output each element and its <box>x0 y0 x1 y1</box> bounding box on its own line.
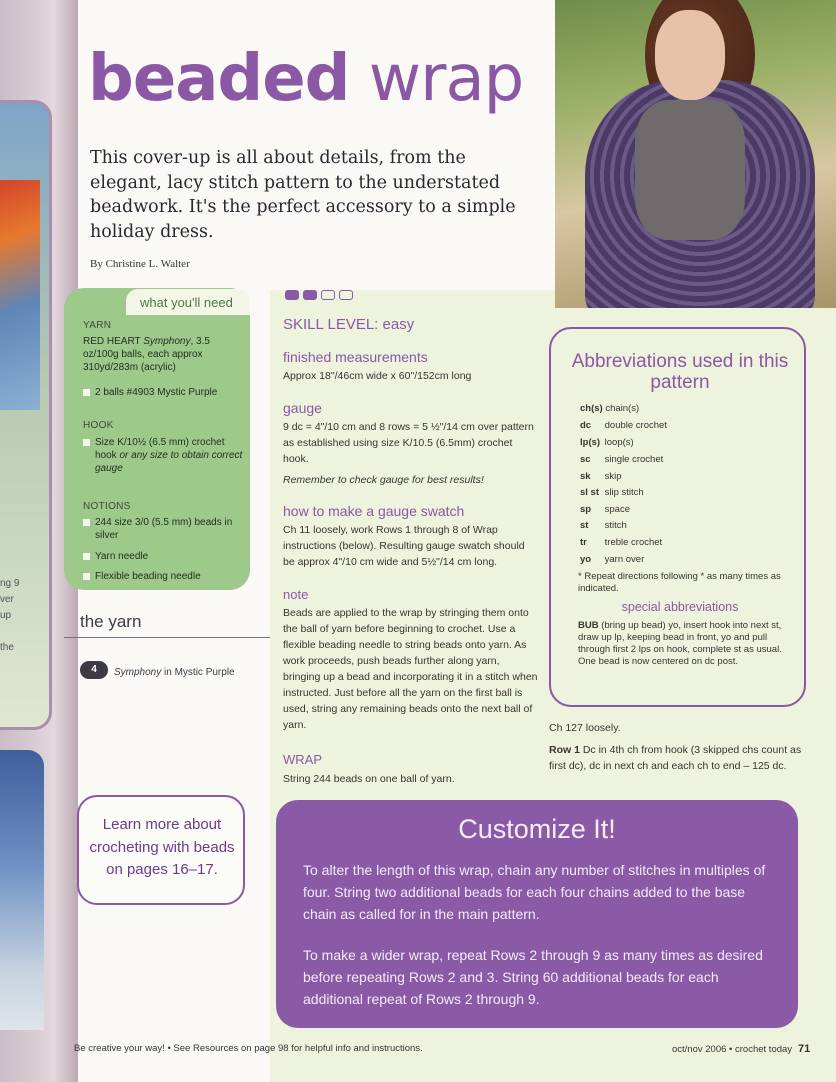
wrap-heading: WRAP <box>283 752 322 767</box>
notions-item: Yarn needle <box>95 551 149 562</box>
photo-top <box>635 100 745 240</box>
yarn-name: Symphony in Mystic Purple <box>114 667 235 678</box>
special-abbreviation-text: BUB (bring up bead) yo, insert hook into next st, draw up lp, keeping bead in front, yo and pull through first 2 lps on hook, complete st as usual. One bead is now centered on dc post. <box>578 620 782 667</box>
yarn-divider <box>64 637 270 638</box>
swatch-text: Ch 11 loosely, work Rows 1 through 8 of Wrap instructions (below). Resulting gauge swatch should be approx 4"/10 cm wide and 5½"/14 cm long. <box>283 524 525 568</box>
notions-item: Flexible beading needle <box>95 571 201 582</box>
skill-level-filled-icon <box>285 290 299 300</box>
skill-level-empty-icon <box>339 290 353 300</box>
notions-item: 244 size 3/0 (5.5 mm) beads in silver <box>95 517 233 541</box>
abbreviation-row: yo yarn over <box>580 554 645 565</box>
checkbox-icon <box>83 439 90 446</box>
customize-paragraph: To alter the length of this wrap, chain any number of stitches in multiples of four. String two additional beads for each four chains added to the base chain as called for in the main pattern. <box>303 862 766 922</box>
photo-face <box>655 10 725 100</box>
adjacent-page-text: the <box>0 642 14 653</box>
abbreviation-note: * Repeat directions following * as many times as indicated. <box>578 571 781 594</box>
hook-label: HOOK <box>83 420 114 431</box>
yarn-description: RED HEART Symphony, 3.5 oz/100g balls, each approx 310yd/283m (acrylic) <box>83 336 210 373</box>
skill-level: SKILL LEVEL: easy <box>283 316 415 333</box>
abbreviations-title: Abbreviations used in this pattern <box>571 351 789 393</box>
yarn-item: 2 balls #4903 Mystic Purple <box>95 387 218 398</box>
title-bold: beaded <box>88 42 350 116</box>
gauge-note: Remember to check gauge for best results! <box>283 474 484 486</box>
abbreviation-row: lp(s) loop(s) <box>580 437 634 448</box>
notions-label: NOTIONS <box>83 501 131 512</box>
adjacent-page-text: ver <box>0 594 14 605</box>
abbreviation-row: sk skip <box>580 471 622 482</box>
finished-heading: finished measurements <box>283 349 428 365</box>
model-photo <box>555 0 836 308</box>
footer-issue: oct/nov 2006 • crochet today 71 <box>672 1043 811 1055</box>
checkbox-icon <box>83 553 90 560</box>
footer-note: Be creative your way! • See Resources on page 98 for helpful info and instructions. <box>74 1043 423 1054</box>
abbreviation-row: tr treble crochet <box>580 537 663 548</box>
instruction-row-1: Row 1 Dc in 4th ch from hook (3 skipped chs count as first dc), dc in next ch and each ch to end – 125 dc. <box>549 744 802 772</box>
adjacent-page-text: up <box>0 610 12 621</box>
gauge-heading: gauge <box>283 400 322 416</box>
adjacent-page-photo-bottom <box>0 750 44 1030</box>
page-number: 71 <box>798 1043 811 1055</box>
abbreviation-row: ch(s) chain(s) <box>580 403 640 414</box>
note-heading: note <box>283 587 309 602</box>
wrap-text: String 244 beads on one ball of yarn. <box>283 773 455 785</box>
title-light: wrap <box>368 42 524 116</box>
yarn-label: YARN <box>83 320 112 331</box>
learn-more-text: Learn more about crocheting with beads on pages 16–17. <box>89 816 235 878</box>
skill-level-empty-icon <box>321 290 335 300</box>
abbreviation-row: dc double crochet <box>580 420 667 431</box>
byline: By Christine L. Walter <box>90 258 190 270</box>
skill-level-filled-icon <box>303 290 317 300</box>
gauge-text: 9 dc = 4"/10 cm and 8 rows = 5 ½"/14 cm over pattern as established using size K/10.5 (6.5mm) crochet hook. <box>283 421 534 465</box>
page-title <box>88 42 523 116</box>
instruction-chain: Ch 127 loosely. <box>549 722 621 734</box>
adjacent-page-text: ng 9 <box>0 578 20 589</box>
yarn-heading: the yarn <box>80 612 142 631</box>
checkbox-icon <box>83 519 90 526</box>
materials-heading: what you'll need <box>140 295 233 310</box>
note-text: Beads are applied to the wrap by stringing them onto the ball of yarn before beginning to crochet. Use a flexible beading needle to string beads onto yarn. As work proceeds, push beads further along yarn, bringing up a bead and incorporating it in a stitch when instructed. Just before all the yarn on the first ball is used, string any remaining beads onto the next ball of yarn. <box>283 607 538 731</box>
intro-deck: This cover-up is all about details, from the elegant, lacy stitch pattern to the understated beadwork. It's the perfect accessory to a simple holiday dress. <box>90 148 516 242</box>
checkbox-icon <box>83 573 90 580</box>
abbreviation-row: sp space <box>580 504 630 515</box>
abbreviation-row: sl st slip stitch <box>580 487 644 498</box>
adjacent-page-photo <box>0 180 40 410</box>
special-abbreviations-heading: special abbreviations <box>621 600 739 614</box>
customize-paragraph: To make a wider wrap, repeat Rows 2 through 9 as many times as desired before repeating Rows 2 and 3. String 60 additional beads for each additional repeat of Rows 2 through 9. <box>303 947 763 1007</box>
yarn-weight-icon: 4 <box>80 661 108 679</box>
checkbox-icon <box>83 389 90 396</box>
abbreviation-row: st stitch <box>580 520 627 531</box>
customize-title: Customize It! <box>458 814 616 844</box>
finished-text: Approx 18"/46cm wide x 60"/152cm long <box>283 370 472 382</box>
abbreviation-row: sc single crochet <box>580 454 664 465</box>
swatch-heading: how to make a gauge swatch <box>283 503 465 519</box>
hook-item: Size K/10½ (6.5 mm) crochet hook or any size to obtain correct gauge <box>95 437 243 474</box>
